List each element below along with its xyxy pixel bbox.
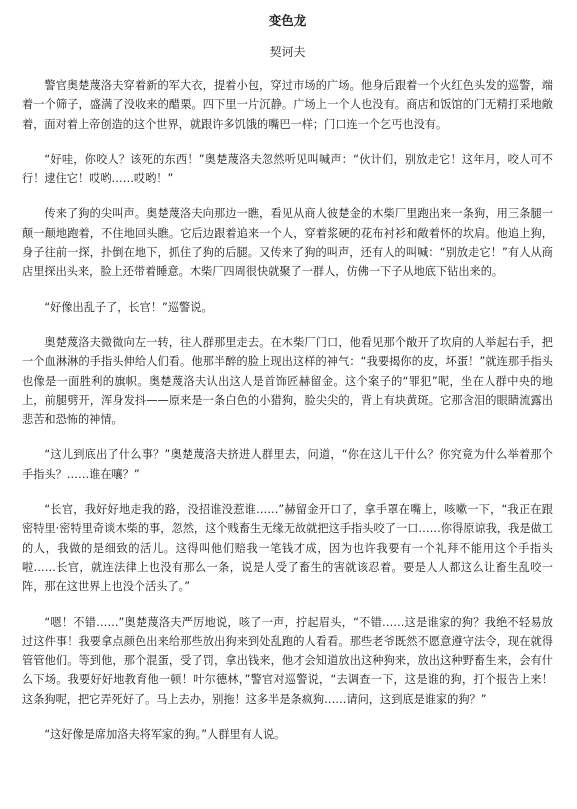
paragraph: 传来了狗的尖叫声。奥楚蔑洛夫向那边一瞧，看见从商人彼楚金的木柴厂里跑出来一条狗，用三条腿一颠一颠地跑着，不住地回头瞧。它后边跟着追来一个人，穿着浆硬的花布衬衫和敞着怀的坎肩。他追上狗，身子往前一探，扑倒在地下，抓住了狗的后腿。又传来了狗的叫声，还有人的叫喊：“别放走它！”有人从商店里探出头来，脸上还带着睡意。木柴厂四周很快就聚了一群人，仿佛一下子从地底下钻出来的。 [22,207,553,279]
document-title: 变色龙 [268,13,307,28]
paragraph: “好像出乱子了，长官！”巡警说。 [44,300,213,314]
paragraph: 警官奥楚蔑洛夫穿着新的军大衣，提着小包，穿过市场的广场。他身后跟着一个火红色头发的巡警，端着一个筛子，盛满了没收来的醋栗。四下里一片沉静。广场上一个人也没有。商店和饭馆的门无精打采地敞着，面对着上帝创造的这个世界，就跟许多饥饿的嘴巴一样；门口连一个乞丐也没有。 [22,79,553,131]
paragraph: 奥楚蔑洛夫微微向左一转，往人群那里走去。在木柴厂门口，他看见那个敞开了坎肩的人举起右手，把一个血淋淋的手指头伸给人们看。他那半醉的脸上现出这样的神气：“我要揭你的皮，坏蛋！”就连那手指头也像是一面胜利的旗帜。奥楚蔑洛夫认出这人是首饰匠赫留金。这个案子的“罪犯”呢，坐在人群中央的地上，前腿劈开，浑身发抖——原来是一条白色的小猎狗，脸尖尖的，背上有块黄斑。它那含泪的眼睛流露出悲苦和恐怖的神情。 [22,335,553,427]
paragraph: “这好像是席加洛夫将军家的狗。”人群里有人说。 [44,728,286,742]
paragraph: “好哇，你咬人？该死的东西！”奥楚蔑洛夫忽然听见叫喊声：“伙计们，别放走它！这年月，咬人可不行！逮住它！哎哟……哎哟！” [22,152,553,186]
paragraph: “这儿到底出了什么事？”奥楚蔑洛夫挤进人群里去，问道，“你在这儿干什么？你究竟为什么举着那个手指头？……谁在嚷？” [22,448,553,481]
paragraph: “长官，我好好地走我的路，没招谁没惹谁……”赫留金开口了，拿手罩在嘴上，咳嗽一下，“我正在跟密特里·密特里奇谈木柴的事，忽然，这个贱畜生无缘无故就把这手指头咬了一口……你得原谅我，我是做工的人，我做的是细致的活儿。这得叫他们赔我一笔钱才成，因为也许我要有一个礼拜不能用这个手指头啦……长官，就连法律上也没有那么一条，说是人受了畜生的害就该忍着。要是人人都这么让畜生乱咬一阵，那在这世界上也没个活头了。” [22,503,553,594]
document-author: 契诃夫 [269,45,306,59]
paragraph: “嗯！不错……”奥楚蔑洛夫严厉地说，咳了一声，拧起眉头，“不错……这是谁家的狗？我绝不轻易放过这件事！我要拿点颜色出来给那些放出狗来到处乱跑的人看看。那些老爷既然不愿意遵守法令，现在就得管管他们。等到他，那个混蛋，受了罚，拿出钱来，他才会知道放出这种狗来，放出这种野畜生来，会有什么下场。我要好好地教育他一顿！叶尔德林，”警官对巡警说，“去调查一下，这是谁的狗，打个报告上来！这条狗呢，把它弄死好了。马上去办，别拖！这多半是条疯狗……请问，这到底是谁家的狗？” [22,615,553,706]
